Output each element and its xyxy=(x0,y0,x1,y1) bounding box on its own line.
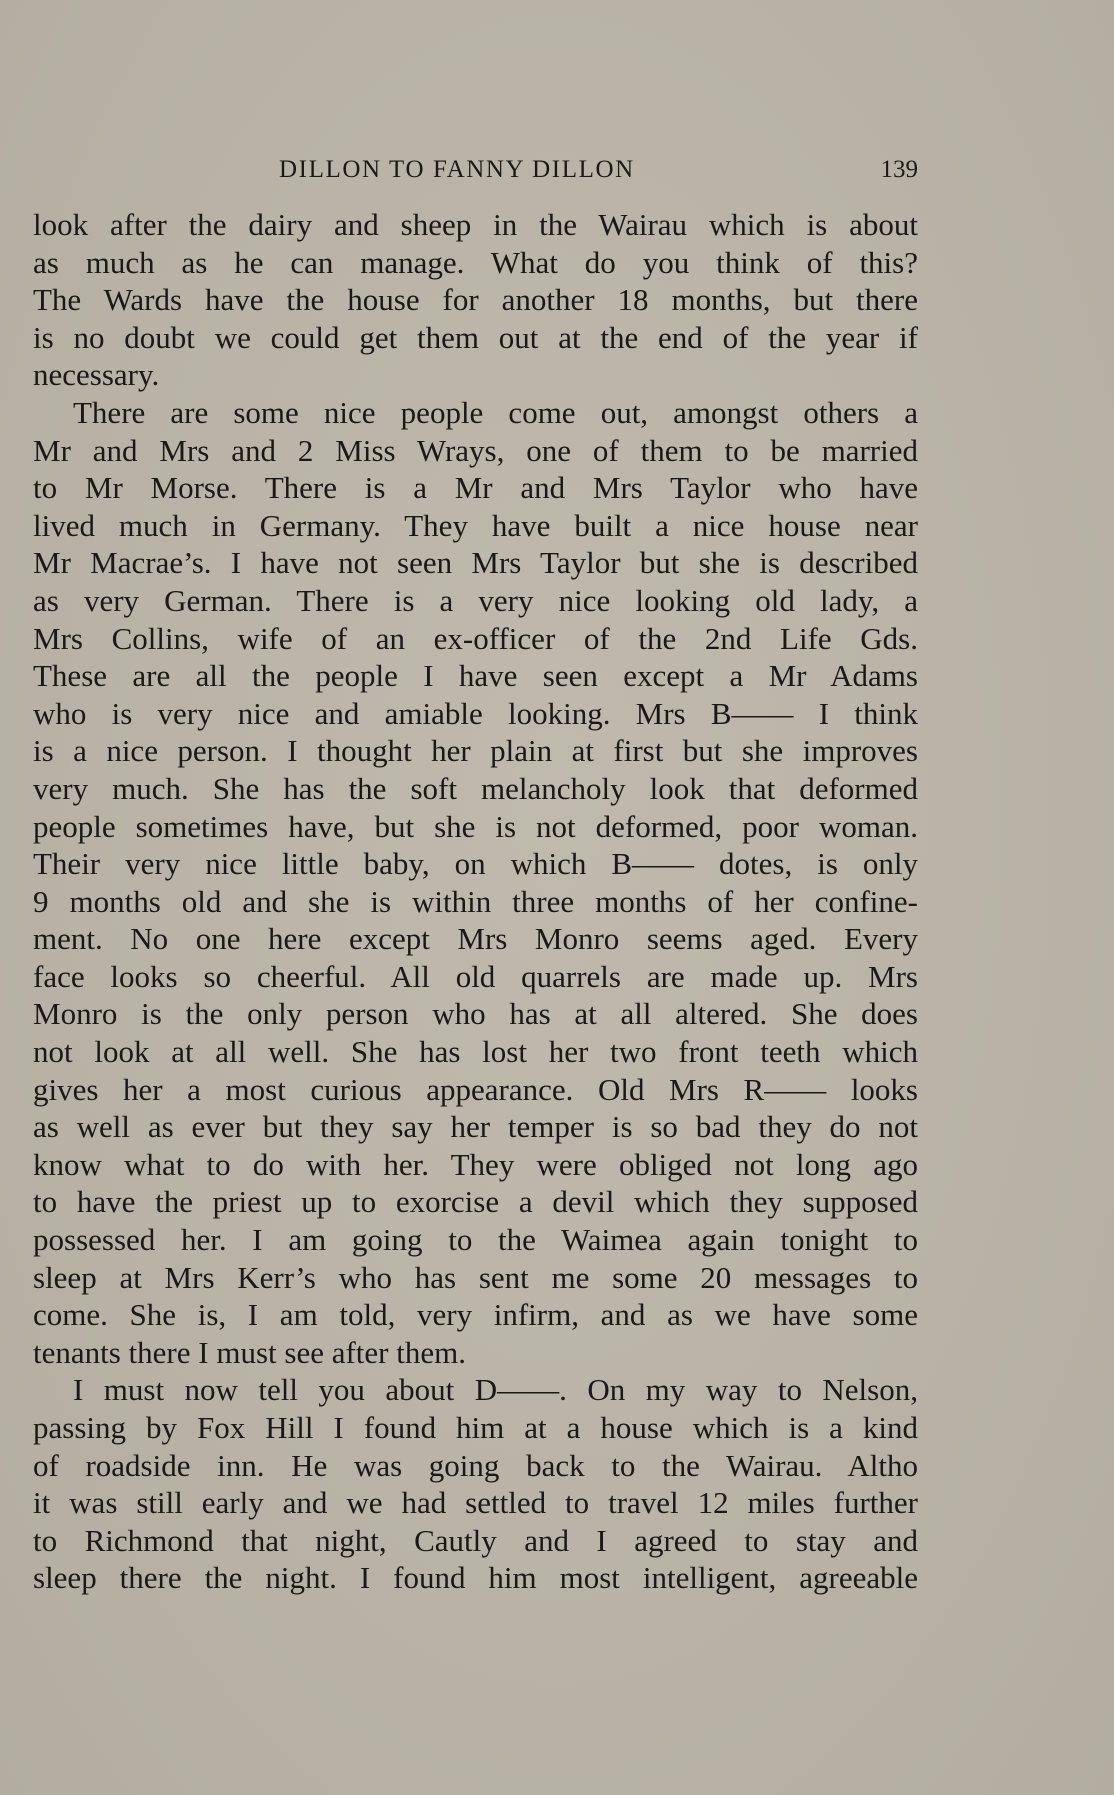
text-line: passing by Fox Hill I found him at a house which is a kind xyxy=(33,1410,918,1445)
text-line: look after the dairy and sheep in the Wairau which is about xyxy=(33,207,918,242)
text-line: gives her a most curious appearance. Old Mrs R—— looks xyxy=(33,1071,918,1107)
text-line: as much as he can manage. What do you think of this? xyxy=(33,244,918,280)
text-line: to have the priest up to exorcise a devil which they supposed xyxy=(33,1184,918,1220)
text-line: it was still early and we had settled to travel 12 miles further xyxy=(33,1485,918,1521)
text-line: is no doubt we could get them out at the end of the year if xyxy=(33,319,918,355)
text-line: Monro is the only person who has at all altered. She does xyxy=(33,996,918,1032)
text-line: face looks so cheerful. All old quarrels are made up. Mrs xyxy=(33,958,918,994)
text-line: to Mr Morse. There is a Mr and Mrs Taylor who have xyxy=(33,470,918,506)
text-line: sleep at Mrs Kerr’s who has sent me some 20 messages to xyxy=(33,1259,918,1295)
text-line: The Wards have the house for another 18 months, but there xyxy=(33,282,918,318)
text-line: not look at all well. She has lost her two front teeth which xyxy=(33,1034,918,1070)
text-line: These are all the people I have seen except a Mr Adams xyxy=(33,658,918,694)
paragraph-start-line: There are some nice people come out, amongst others a xyxy=(73,394,918,430)
text-line: Their very nice little baby, on which B—— dotes, is only xyxy=(33,846,918,882)
text-line: sleep there the night. I found him most intelligent, agreeable xyxy=(33,1560,918,1596)
text-line: Mrs Collins, wife of an ex-officer of the 2nd Life Gds. xyxy=(33,620,918,656)
paragraph-start-line: I must now tell you about D——. On my way to Nelson, xyxy=(73,1372,918,1408)
text-line: as very German. There is a very nice looking old lady, a xyxy=(33,582,918,618)
text-line: Mr and Mrs and 2 Miss Wrays, one of them to be married xyxy=(33,432,918,468)
text-line: to Richmond that night, Cautly and I agreed to stay and xyxy=(33,1522,918,1558)
text-line: who is very nice and amiable looking. Mrs B—— I think xyxy=(33,695,918,731)
running-head xyxy=(33,156,918,190)
text-line: Mr Macrae’s. I have not seen Mrs Taylor but she is described xyxy=(33,545,918,581)
running-title: DILLON TO FANNY DILLON xyxy=(279,156,635,183)
page-number: 139 xyxy=(880,156,918,183)
text-line: of roadside inn. He was going back to the Wairau. Altho xyxy=(33,1447,918,1483)
text-line: come. She is, I am told, very infirm, and as we have some xyxy=(33,1297,918,1333)
body-text xyxy=(33,206,918,1597)
text-line: possessed her. I am going to the Waimea again tonight to xyxy=(33,1222,918,1258)
text-line: as well as ever but they say her temper is so bad they do not xyxy=(33,1109,918,1145)
text-line: is a nice person. I thought her plain at first but she improves xyxy=(33,733,918,769)
text-line: necessary. xyxy=(33,357,160,393)
text-line: 9 months old and she is within three months of her confine- xyxy=(33,883,918,919)
text-line: ment. No one here except Mrs Monro seems aged. Every xyxy=(33,921,918,957)
text-line: know what to do with her. They were obliged not long ago xyxy=(33,1146,918,1182)
text-line: tenants there I must see after them. xyxy=(33,1334,466,1370)
text-line: lived much in Germany. They have built a nice house near xyxy=(33,507,918,543)
text-line: very much. She has the soft melancholy look that deformed xyxy=(33,770,918,806)
text-line: people sometimes have, but she is not deformed, poor woman. xyxy=(33,808,918,844)
